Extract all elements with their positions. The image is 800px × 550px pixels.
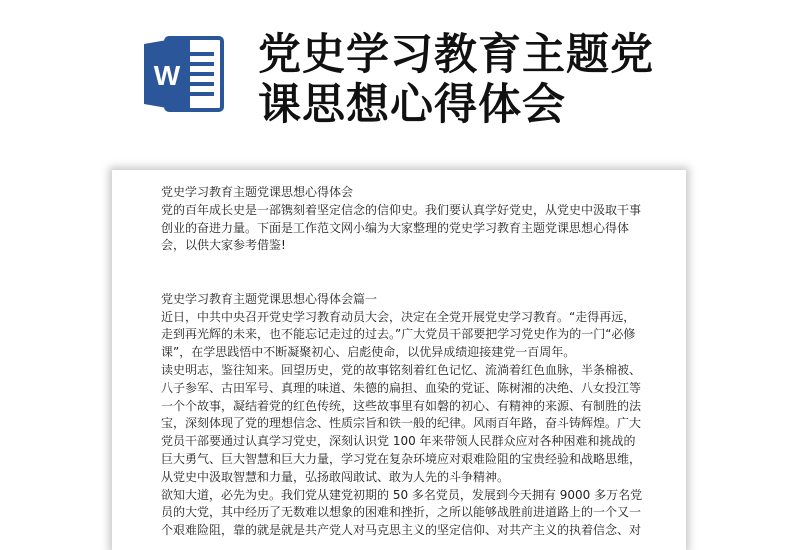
word-icon-letter: W bbox=[153, 60, 181, 91]
doc-heading: 党史学习教育主题党课思想心得体会 bbox=[161, 185, 354, 199]
doc-line: 读史明志，鉴往知来。回望历史，党的故事铭刻着红色记忆、流淌着红色血脉，半条棉被、 bbox=[161, 362, 642, 377]
doc-line: 会，以供大家参考借鉴! bbox=[161, 238, 286, 253]
doc-line: 员的大党，其中经历了无数难以想象的困难和挫折，之所以能够战胜前进道路上的一个又一 bbox=[161, 505, 642, 520]
doc-line: 党员干部要通过认真学习党史，深刻认识党 100 年来带领人民群众应对各种困难和挑战的 bbox=[161, 434, 636, 449]
doc-blank-line bbox=[161, 255, 645, 273]
doc-line: 一个个故事，凝结着党的红色传统，这些故事里有如磐的初心、有精神的来源、有制胜的法 bbox=[161, 398, 642, 413]
document-page bbox=[112, 170, 686, 550]
title-line-2: 课思想心得体会 bbox=[258, 80, 566, 130]
doc-blank-line bbox=[161, 273, 645, 291]
title-line-1: 党史学习教育主题党 bbox=[258, 30, 654, 80]
document-body bbox=[161, 184, 645, 540]
doc-section-heading: 党史学习教育主题党课思想心得体会篇一 bbox=[161, 291, 378, 306]
doc-line: 创业的奋进力量。下面是工作范文网小编为大家整理的党史学习教育主题党课思想心得体 bbox=[161, 220, 630, 235]
doc-line: 欲知大道，必先为史。我们党从建党初期的 50 多名党员，发展到今天拥有 9000 多万名党 bbox=[161, 487, 643, 502]
doc-line: 走到再光辉的未来，也不能忘记走过的过去。”广大党员干部要把学习党史作为的一门“必修 bbox=[161, 327, 636, 342]
doc-line: 近日，中共中央召开党史学习教育动员大会，决定在全党开展党史学习教育。“走得再远， bbox=[161, 309, 636, 324]
doc-line: 宝，深刻体现了党的理想信念、性质宗旨和铁一般的纪律。风雨百年路，奋斗铸辉煌。广大 bbox=[161, 416, 642, 431]
page-title bbox=[258, 30, 778, 130]
doc-line: 党的百年成长史是一部镌刻着坚定信念的信仰史。我们要认真学好党史，从党史中汲取干事 bbox=[161, 202, 642, 217]
doc-line: 个艰难险阻，靠的就是就是共产党人对马克思主义的坚定信仰、对共产主义的执着信念、对 bbox=[161, 523, 642, 538]
doc-line: 课”，在学思践悟中不断凝聚初心、启彪使命，以优异成绩迎接建党一百周年。 bbox=[161, 345, 576, 360]
doc-line: 巨大勇气、巨大智慧和巨大力量，学习党在复杂环境应对艰难险阻的宝贵经验和战略思维， bbox=[161, 451, 642, 466]
doc-line: 八子参军、古田军号、真理的味道、朱德的扁担、血染的党证、陈树湘的决绝、八女投江等 bbox=[161, 380, 642, 395]
word-document-icon bbox=[140, 32, 228, 116]
header bbox=[0, 0, 800, 150]
doc-line: 从党史中汲取智慧和力量，弘扬敢闯敢试、敢为人先的斗争精神。 bbox=[161, 469, 510, 484]
